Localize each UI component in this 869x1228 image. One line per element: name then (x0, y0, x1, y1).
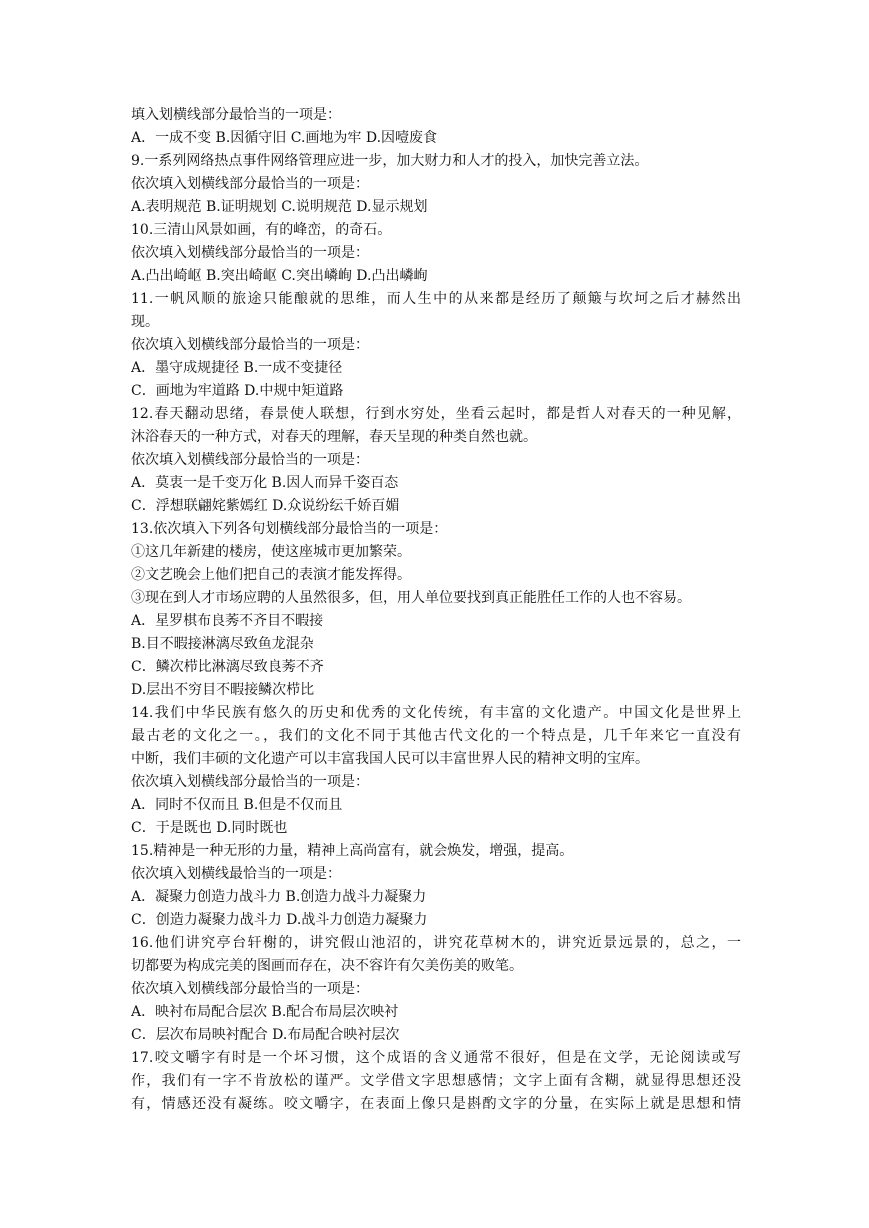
text-line: 中断，我们丰硕的文化遗产可以丰富我国人民可以丰富世界人民的精神文明的宝库。 (131, 751, 649, 767)
answer-options-line: B.目不暇接淋漓尽致鱼龙混杂 (131, 636, 314, 652)
question-15-line: 15.精神是一种无形的力量，精神上高尚富有，就会焕发，增强，提高。 (131, 843, 574, 859)
text-line: 作，我们有一字不肯放松的谨严。文学借文字思想感情；文字上面有含糊，就显得思想还没 (131, 1073, 741, 1089)
sentence-line: ③现在到人才市场应聘的人虽然很多，但，用人单位要找到真正能胜任工作的人也不容易。 (131, 590, 691, 606)
question-14-line: 14.我们中华民族有悠久的历史和优秀的文化传统，有丰富的文化遗产。中国文化是世界上 (131, 705, 741, 721)
answer-options-line: A．凝聚力创造力战斗力 B.创造力战斗力凝聚力 (131, 889, 427, 905)
text-line: 依次填入划横线部分最恰当的一项是： (131, 245, 369, 261)
answer-options-line: D.层出不穷目不暇接鳞次栉比 (131, 682, 315, 698)
answer-options-line: C．层次布局映衬配合 D.布局配合映衬层次 (131, 1027, 400, 1043)
text-line: 填入划横线部分最恰当的一项是： (131, 107, 341, 123)
answer-options-line: A．莫衷一是千变万化 B.因人而异千姿百态 (131, 475, 399, 491)
question-12-line: 12.春天翻动思绪，春景使人联想，行到水穷处，坐看云起时，都是哲人对春天的一种见解， (131, 406, 741, 422)
text-line: 依次填入划横线部分最恰当的一项是： (131, 452, 369, 468)
text-line: 依次填入划横线部分最恰当的一项是： (131, 176, 369, 192)
question-16-line: 16.他们讲究亭台轩榭的，讲究假山池沼的，讲究花草树木的，讲究近景远景的，总之，一 (131, 935, 741, 951)
text-line: 依次填入划横线部分最恰当的一项是： (131, 337, 369, 353)
text-line: 依次填入划横线部分最恰当的一项是： (131, 774, 369, 790)
text-line: 依次填入划横线部分最恰当的一项是： (131, 981, 369, 997)
answer-options-line: A．同时不仅而且 B.但是不仅而且 (131, 797, 343, 813)
answer-options-line: A．映衬布局配合层次 B.配合布局层次映衬 (131, 1004, 399, 1020)
text-line: 沐浴春天的一种方式，对春天的理解，春天呈现的种类自然也就。 (131, 429, 537, 445)
question-11-line: 11.一帆风顺的旅途只能酿就的思维，而人生中的从来都是经历了颠簸与坎坷之后才赫然出 (131, 291, 741, 307)
answer-options-line: C．于是既也 D.同时既也 (131, 820, 288, 836)
answer-options-line: C．浮想联翩姹紫嫣红 D.众说纷纭千娇百媚 (131, 498, 400, 514)
answer-options-line: A.表明规范 B.证明规划 C.说明规范 D.显示规划 (131, 199, 428, 215)
answer-options-line: A．星罗棋布良莠不齐目不暇接 (131, 613, 324, 629)
sentence-line: ②文艺晚会上他们把自己的表演才能发挥得。 (131, 567, 411, 583)
text-line: 切都要为构成完美的图画而存在，决不容许有欠美伤美的败笔。 (131, 958, 523, 974)
question-9-line: 9.一系列网络热点事件网络管理应进一步，加大财力和人才的投入，加快完善立法。 (131, 153, 649, 169)
answer-options-line: C．画地为牢道路 D.中规中矩道路 (131, 383, 344, 399)
text-line: 依次填入划横线最恰当的一项是： (131, 866, 341, 882)
text-line: 最古老的文化之一。，我们的文化不同于其他古代文化的一个特点是，几千年来它一直没有 (131, 728, 741, 744)
answer-options-line: A．墨守成规捷径 B.一成不变捷径 (131, 360, 343, 376)
answer-options-line: A.凸出崎岖 B.突出崎岖 C.突出嶙峋 D.凸出嶙峋 (131, 268, 428, 284)
sentence-line: ①这几年新建的楼房，使这座城市更加繁荣。 (131, 544, 411, 560)
answer-options-line: C．鳞次栉比淋漓尽致良莠不齐 (131, 659, 324, 675)
question-10-line: 10.三清山风景如画，有的峰峦，的奇石。 (131, 222, 392, 238)
answer-options-line: C．创造力凝聚力战斗力 D.战斗力创造力凝聚力 (131, 912, 428, 928)
text-line: 有，情感还没有凝练。咬文嚼字，在表面上像只是斟酌文字的分量，在实际上就是思想和情 (131, 1096, 741, 1112)
question-17-line: 17.咬文嚼字有时是一个坏习惯，这个成语的含义通常不很好，但是在文学，无论阅读或写 (131, 1050, 741, 1066)
document-body (131, 104, 741, 1116)
text-line: 现。 (131, 314, 159, 330)
answer-options-line: A．一成不变 B.因循守旧 C.画地为牢 D.因噎废食 (131, 130, 438, 146)
question-13-line: 13.依次填入下列各句划横线部分最恰当的一项是： (131, 521, 448, 537)
